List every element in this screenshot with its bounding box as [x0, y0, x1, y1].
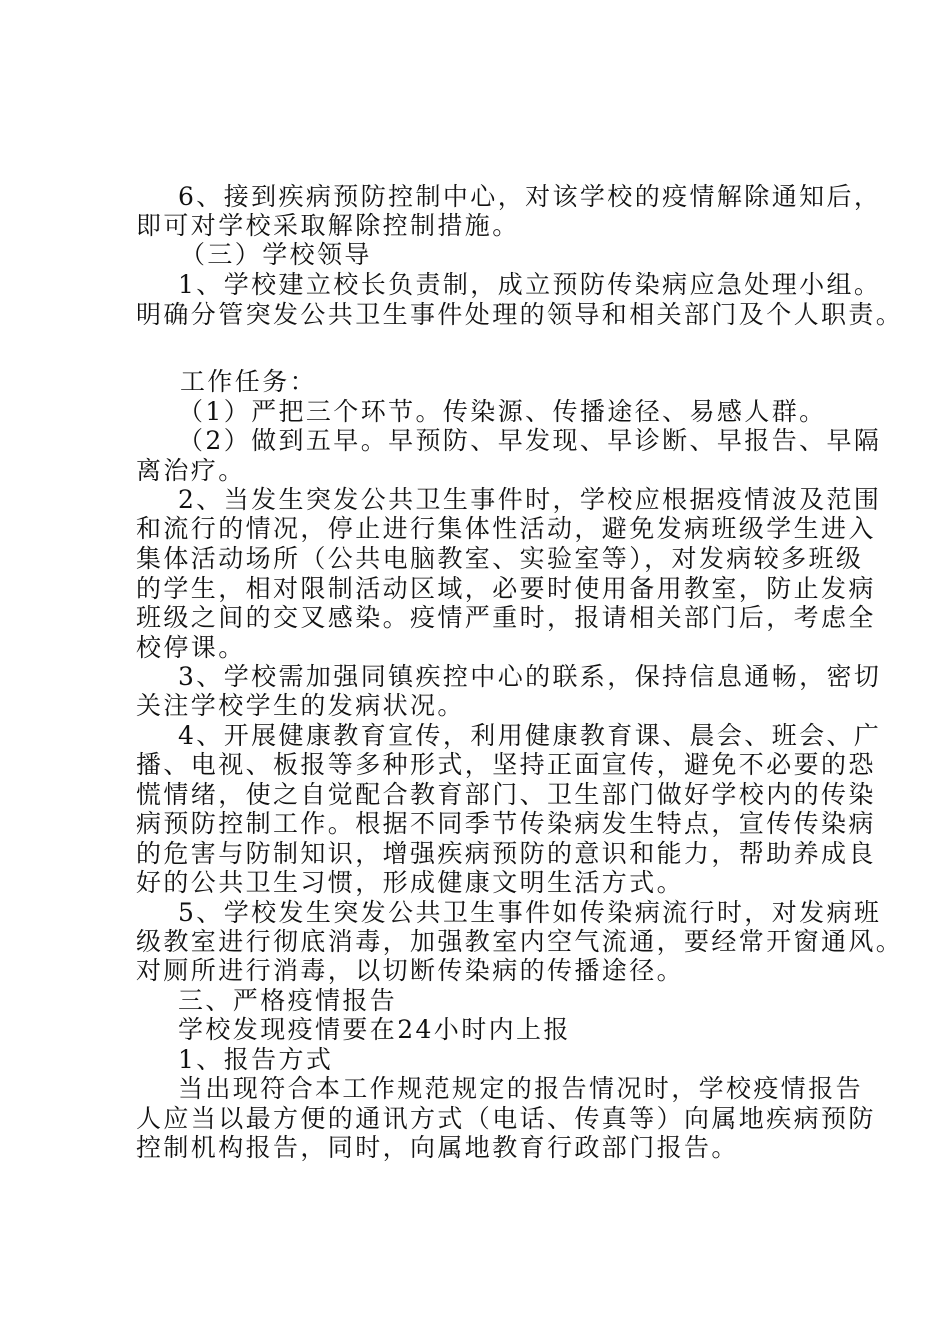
report-time-requirement: 学校发现疫情要在24小时内上报: [178, 1015, 571, 1044]
paragraph-1-line-1: 1、学校建立校长负责制，成立预防传染病应急处理小组。: [178, 270, 882, 299]
paragraph-4-line-5: 的危害与防制知识，增强疾病预防的意识和能力，帮助养成良: [136, 839, 876, 868]
paragraph-4-line-6: 好的公共卫生习惯，形成健康文明生活方式。: [136, 868, 685, 897]
report-paragraph-line-2: 人应当以最方便的通讯方式（电话、传真等）向属地疾病预防: [136, 1104, 876, 1133]
paragraph-4-line-4: 病预防控制工作。根据不同季节传染病发生特点，宣传传染病: [136, 809, 876, 838]
section-heading-school-leadership: （三）学校领导: [180, 240, 372, 269]
paragraph-4-line-2: 播、电视、板报等多种形式，坚持正面宣传，避免不必要的恐: [136, 750, 876, 779]
paragraph-2-line-4: 的学生，相对限制活动区域，必要时使用备用教室，防止发病: [136, 574, 876, 603]
paragraph-5-line-3: 对厕所进行消毒，以切断传染病的传播途径。: [136, 956, 685, 985]
report-paragraph-line-3: 控制机构报告，同时，向属地教育行政部门报告。: [136, 1133, 739, 1162]
paragraph-2-line-6: 校停课。: [136, 633, 246, 662]
work-tasks-heading: 工作任务：: [180, 367, 318, 396]
paragraph-5-line-2: 级教室进行彻底消毒，加强教室内空气流通，要经常开窗通风。: [136, 927, 904, 956]
paragraph-3-line-2: 关注学校学生的发病状况。: [136, 691, 465, 720]
paragraph-2-line-3: 集体活动场所（公共电脑教室、实验室等），对发病较多班级: [136, 544, 864, 573]
paragraph-2-line-1: 2、当发生突发公共卫生事件时，学校应根据疫情波及范围: [178, 485, 882, 514]
paragraph-4-line-3: 慌情绪，使之自觉配合教育部门、卫生部门做好学校内的传染: [136, 780, 876, 809]
paragraph-1-line-2: 明确分管突发公共卫生事件处理的领导和相关部门及个人职责。: [136, 300, 904, 329]
paragraph-4-line-1: 4、开展健康教育宣传，利用健康教育课、晨会、班会、广: [178, 721, 882, 750]
paragraph-2-line-2: 和流行的情况，停止进行集体性活动，避免发病班级学生进入: [136, 514, 876, 543]
paragraph-2-line-5: 班级之间的交叉感染。疫情严重时，报请相关部门后，考虑全: [136, 603, 876, 632]
task-2-line-1: （2）做到五早。早预防、早发现、早诊断、早报告、早隔: [178, 426, 882, 455]
paragraph-3-line-1: 3、学校需加强同镇疾控中心的联系，保持信息通畅，密切: [178, 662, 882, 691]
task-1: （1）严把三个环节。传染源、传播途径、易感人群。: [178, 397, 827, 426]
section-heading-epidemic-report: 三、严格疫情报告: [178, 986, 398, 1015]
report-paragraph-line-1: 当出现符合本工作规范规定的报告情况时，学校疫情报告: [178, 1074, 864, 1103]
report-method-heading: 1、报告方式: [178, 1045, 334, 1074]
paragraph-6-line-1: 6、接到疾病预防控制中心，对该学校的疫情解除通知后，: [178, 182, 882, 211]
paragraph-6-line-2: 即可对学校采取解除控制措施。: [136, 211, 520, 240]
task-2-line-2: 离治疗。: [136, 456, 246, 485]
paragraph-5-line-1: 5、学校发生突发公共卫生事件如传染病流行时，对发病班: [178, 898, 882, 927]
